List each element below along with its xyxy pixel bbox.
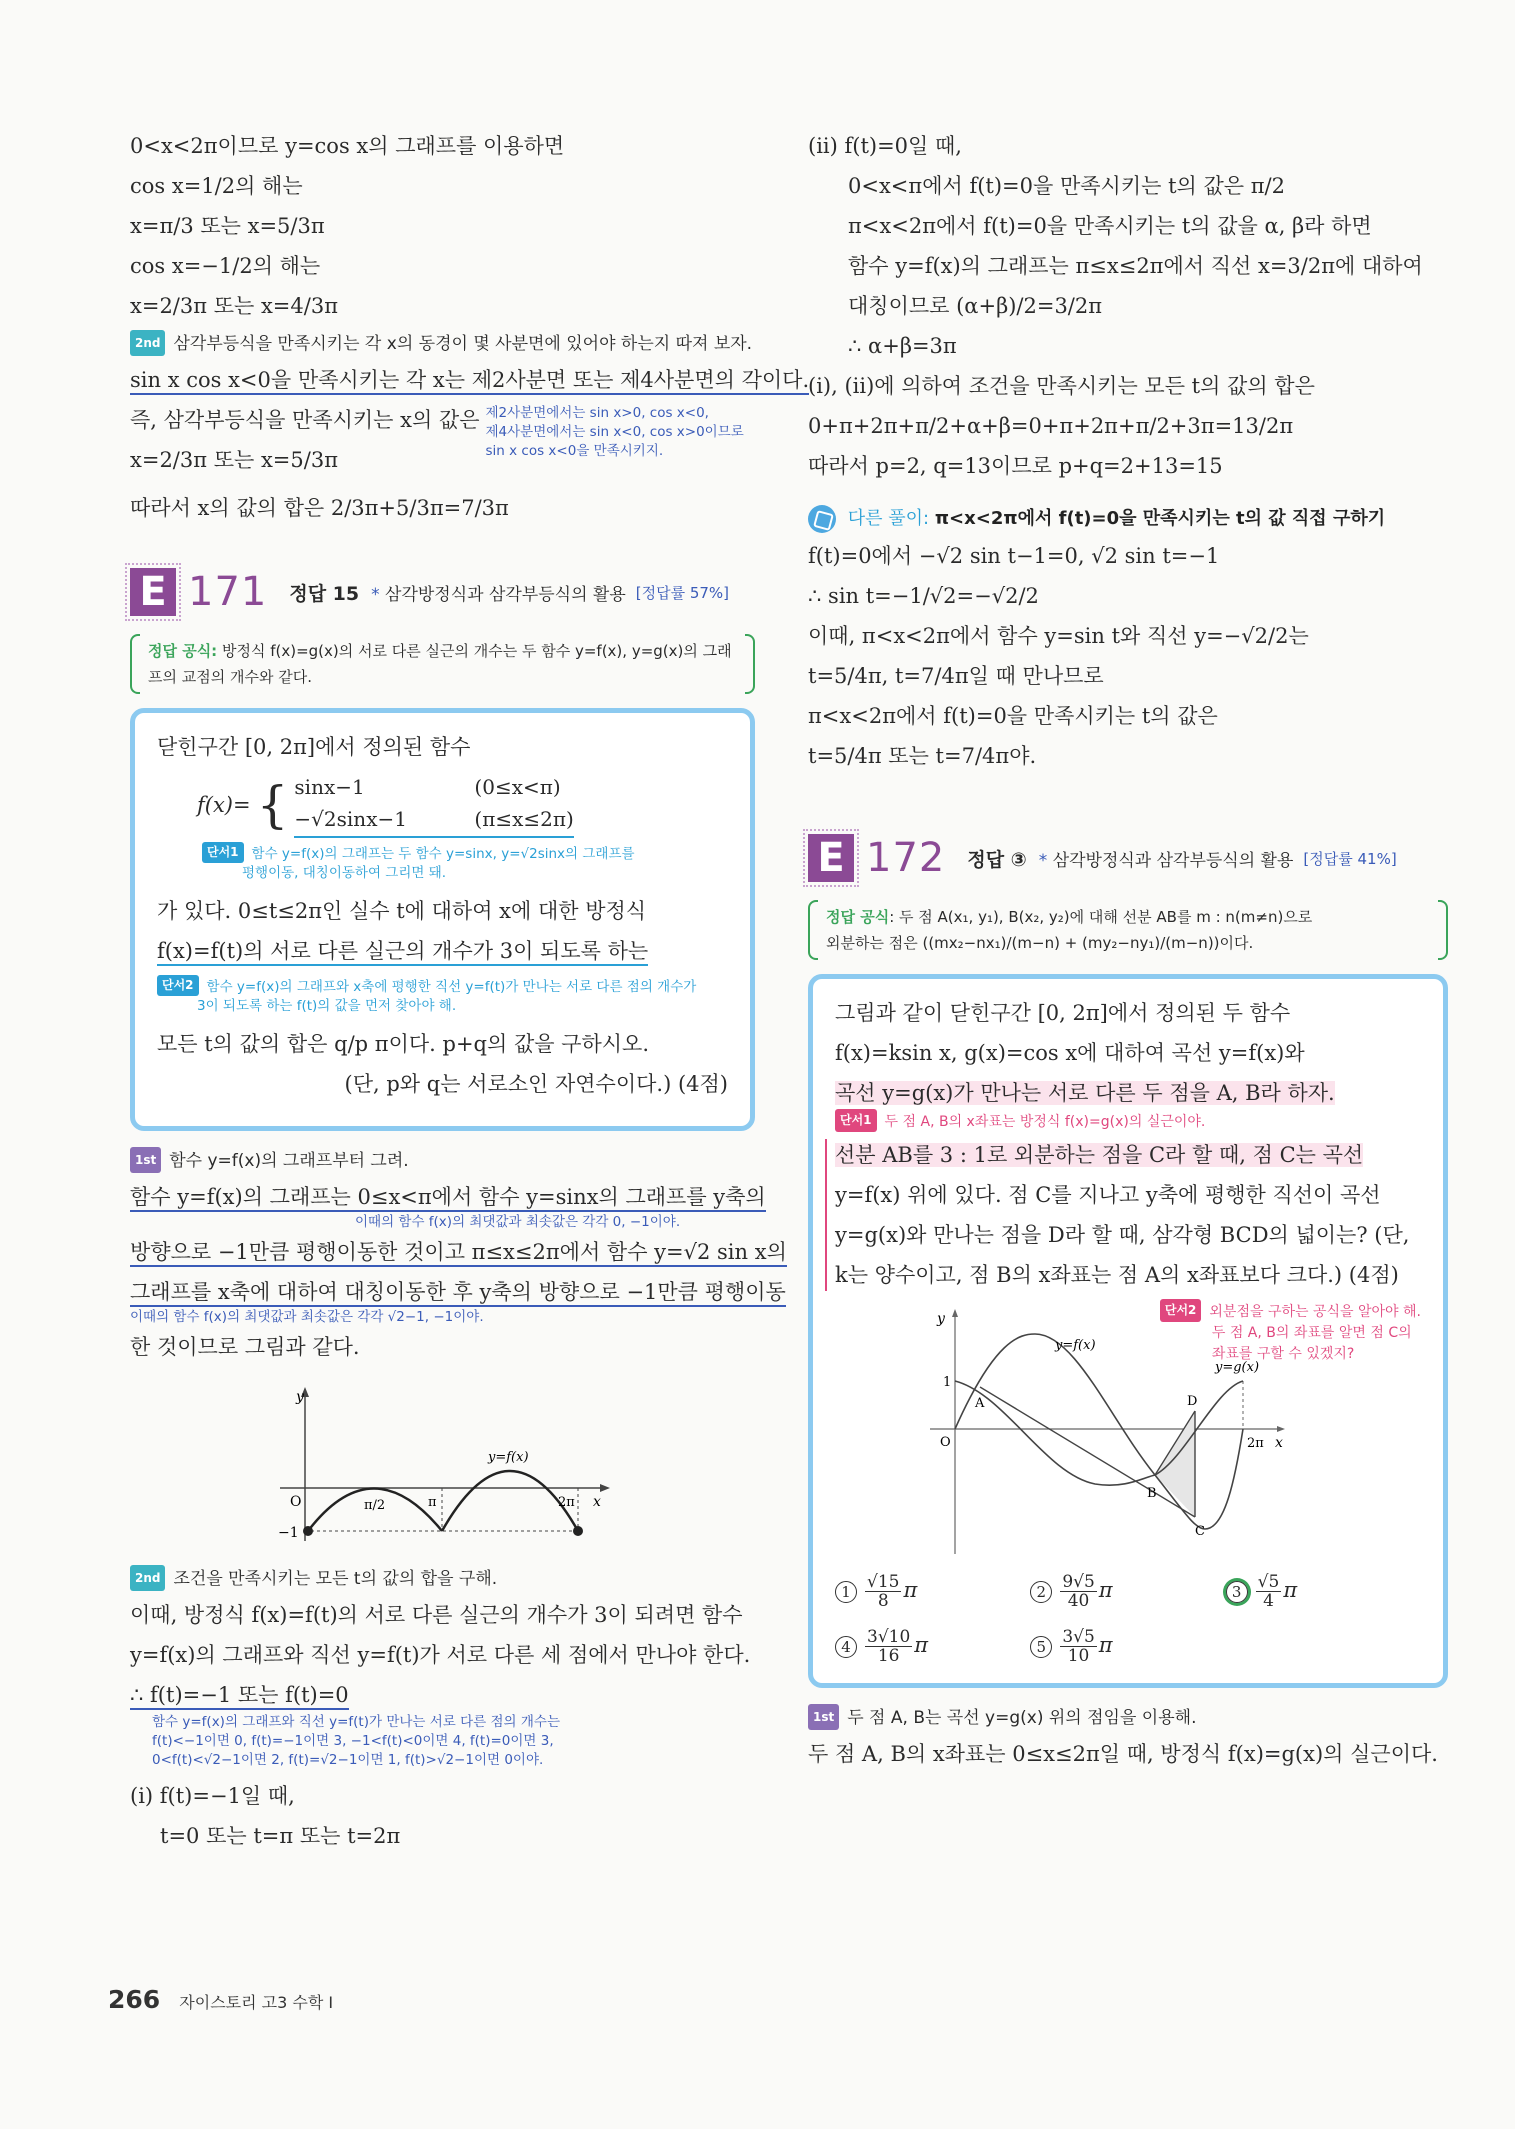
choice-number: 2 bbox=[1030, 1581, 1052, 1603]
solution-line: 따라서 p=2, q=13이므로 p+q=2+13=15 bbox=[808, 454, 1223, 478]
hint-text: 평행이동, 대칭이동하여 그리면 돼. bbox=[242, 865, 447, 881]
page-footer bbox=[108, 1985, 333, 2014]
left-column bbox=[130, 130, 810, 1860]
problem-line bbox=[835, 1139, 1421, 1171]
hint-tag: 단서2 bbox=[1160, 1299, 1202, 1322]
solution-line: 한 것이므로 그림과 같다. bbox=[130, 1335, 360, 1359]
pi-symbol: π bbox=[1098, 1578, 1113, 1602]
note-line: 함수 y=f(x)의 그래프와 직선 y=f(t)가 만나는 서로 다른 점의 개수는 bbox=[152, 1714, 560, 1730]
solution-line: f(t)=0에서 −√2 sin t−1=0, √2 sin t=−1 bbox=[808, 544, 1220, 568]
pi-symbol: π bbox=[914, 1633, 929, 1657]
piecewise-function bbox=[157, 771, 728, 838]
alt-label: 다른 풀이: bbox=[847, 508, 930, 529]
formula-text: 외분하는 점은 ((mx₂−nx₁)/(m−n) + (my₂−ny₁)/(m−n))이다. bbox=[826, 934, 1254, 952]
denominator: 4 bbox=[1263, 1591, 1274, 1611]
solution-line: 대칭이므로 (α+β)/2=3/2π bbox=[848, 294, 1103, 318]
denominator: 16 bbox=[877, 1646, 900, 1666]
step-tag: 1st bbox=[130, 1147, 161, 1173]
solution-line: 즉, 삼각부등식을 만족시키는 x의 값은 bbox=[130, 408, 480, 432]
curve-label: y=f(x) bbox=[488, 1450, 529, 1465]
problem-line: y=f(x) 위에 있다. 점 C를 지나고 y축에 평행한 직선이 곡선 bbox=[835, 1183, 1381, 1207]
step-text: 조건을 만족시키는 모든 t의 값의 합을 구해. bbox=[173, 1569, 498, 1589]
choice-number: 3 bbox=[1226, 1581, 1248, 1603]
hint-text: 두 점 A, B의 좌표를 알면 점 C의 bbox=[1211, 1325, 1412, 1341]
problem-condition: (단, p와 q는 서로소인 자연수이다.) (4점) bbox=[344, 1072, 728, 1096]
problem-line: k는 양수이고, 점 B의 x좌표는 점 A의 x좌표보다 크다.) (4점) bbox=[835, 1263, 1399, 1287]
problem-line: y=g(x)와 만나는 점을 D라 할 때, 삼각형 BCD의 넓이는? (단, bbox=[835, 1223, 1410, 1247]
hint-1 bbox=[835, 1109, 1421, 1133]
solution-line: 따라서 x의 값의 합은 2/3π+5/3π=7/3π bbox=[130, 496, 509, 520]
side-note: 이때의 함수 f(x)의 최댓값과 최솟값은 각각 √2−1, −1이야. bbox=[130, 1309, 484, 1325]
choice-number: 5 bbox=[1030, 1636, 1052, 1658]
solution-line bbox=[130, 1679, 755, 1711]
topic-text: 삼각방정식과 삼각부등식의 활용 bbox=[1052, 850, 1294, 871]
case-cond: (π≤x≤2π) bbox=[474, 807, 574, 831]
step-text: 삼각부등식을 만족시키는 각 x의 동경이 몇 사분면에 있어야 하는지 따져 보자. bbox=[173, 334, 753, 354]
x-axis-label: x bbox=[593, 1494, 601, 1510]
tick-label: −1 bbox=[278, 1525, 299, 1541]
solution-line: 이때, π<x<2π에서 함수 y=sin t와 직선 y=−√2/2는 bbox=[808, 624, 1309, 648]
underlined-text: 방향으로 −1만큼 평행이동한 것이고 π≤x≤2π에서 함수 y=√2 sin x의 bbox=[130, 1240, 787, 1267]
numerator: √5 bbox=[1257, 1572, 1280, 1592]
page-number: 266 bbox=[108, 1985, 161, 2014]
book-title: 자이스토리 고3 수학 I bbox=[179, 1993, 334, 2012]
y-axis-label: y bbox=[296, 1389, 304, 1405]
problem-line bbox=[157, 935, 728, 967]
solution-line: x=2/3π 또는 x=4/3π bbox=[130, 294, 338, 318]
highlighted-text: 선분 AB를 3 : 1로 외분하는 점을 C라 할 때, 점 C는 곡선 bbox=[835, 1143, 1364, 1167]
choice-1[interactable] bbox=[835, 1573, 1030, 1610]
step-1st bbox=[808, 1704, 1448, 1730]
topic: * 삼각방정식과 삼각부등식의 활용 bbox=[1038, 850, 1294, 871]
solution-line: x=π/3 또는 x=5/3π bbox=[130, 214, 325, 238]
tick-label: π/2 bbox=[364, 1498, 386, 1513]
denominator: 10 bbox=[1067, 1646, 1090, 1666]
solution-line bbox=[130, 1276, 786, 1308]
hint-tag: 단서2 bbox=[157, 975, 199, 996]
alt-title: π<x<2π에서 f(t)=0을 만족시키는 t의 값 직접 구하기 bbox=[934, 508, 1386, 529]
origin-label: O bbox=[940, 1435, 951, 1450]
choice-number: 1 bbox=[835, 1581, 857, 1603]
solution-line: 0<x<π에서 f(t)=0을 만족시키는 t의 값은 π/2 bbox=[848, 174, 1285, 198]
problem-number: 171 bbox=[188, 569, 268, 615]
choice-5[interactable] bbox=[1030, 1628, 1225, 1665]
hint-2-bracket bbox=[825, 1139, 1421, 1291]
origin-label: O bbox=[290, 1494, 302, 1510]
note-line: 제4사분면에서는 sin x<0, cos x>0이므로 bbox=[485, 424, 744, 440]
hint-1 bbox=[157, 842, 728, 883]
problem-line: 그림과 같이 닫힌구간 [0, 2π]에서 정의된 두 함수 bbox=[835, 1001, 1291, 1025]
graph-area bbox=[835, 1299, 1421, 1559]
solution-line: (i), (ii)에 의하여 조건을 만족시키는 모든 t의 값의 합은 bbox=[808, 374, 1315, 398]
solution-line: (ii) f(t)=0일 때, bbox=[808, 134, 962, 158]
choice-4[interactable] bbox=[835, 1628, 1030, 1665]
hint-2 bbox=[157, 975, 728, 1016]
tick-label: 2π bbox=[1247, 1436, 1264, 1451]
tick-label: 1 bbox=[943, 1375, 952, 1390]
step-2nd bbox=[130, 1565, 755, 1591]
solution-line: π<x<2π에서 f(t)=0을 만족시키는 t의 값은 bbox=[808, 704, 1218, 728]
solution-line: t=0 또는 t=π 또는 t=2π bbox=[160, 1824, 401, 1848]
step-tag: 2nd bbox=[130, 330, 165, 356]
solution-line: t=5/4π 또는 t=7/4π야. bbox=[808, 744, 1037, 768]
hint-text: 함수 y=f(x)의 그래프는 두 함수 y=sinx, y=√2sinx의 그래프를 bbox=[251, 846, 635, 862]
answer: 정답 15 bbox=[289, 582, 360, 605]
tick-label: π bbox=[428, 1495, 437, 1510]
correct-rate: [정답률 41%] bbox=[1303, 849, 1397, 868]
correct-rate: [정답률 57%] bbox=[635, 583, 730, 602]
point-label: A bbox=[975, 1396, 985, 1411]
denominator: 40 bbox=[1067, 1591, 1090, 1611]
solution-line: π<x<2π에서 f(t)=0을 만족시키는 t의 값을 α, β라 하면 bbox=[848, 214, 1372, 238]
side-note bbox=[130, 1713, 755, 1770]
solution-line: (i) f(t)=−1일 때, bbox=[130, 1784, 295, 1808]
level-badge: E bbox=[130, 568, 176, 616]
step-2nd bbox=[130, 330, 755, 356]
pi-symbol: π bbox=[1283, 1578, 1298, 1602]
point-label: B bbox=[1147, 1486, 1157, 1501]
solution-line: ∴ α+β=3π bbox=[848, 334, 957, 358]
formula-label: 정답 공식: bbox=[148, 642, 218, 660]
side-note bbox=[486, 404, 744, 484]
tick-label: 2π bbox=[558, 1495, 575, 1510]
function-name: f(x)= bbox=[197, 792, 251, 817]
denominator: 8 bbox=[877, 1591, 889, 1611]
satisfy-block bbox=[130, 404, 755, 484]
choice-2[interactable] bbox=[1030, 1573, 1225, 1610]
underlined-text: 함수 y=f(x)의 그래프는 0≤x<π에서 함수 y=sinx의 그래프를 y축의 bbox=[130, 1185, 766, 1212]
numerator: 3√10 bbox=[867, 1627, 911, 1647]
answer-formula bbox=[130, 634, 755, 694]
case-expr: −√2sinx−1 bbox=[294, 807, 407, 831]
curve-label: y=g(x) bbox=[1215, 1360, 1260, 1375]
answer-choices bbox=[835, 1573, 1421, 1665]
note-line: f(t)<−1이면 0, f(t)=−1이면 3, −1<f(t)<0이면 4, f(t)=0이면 3, bbox=[152, 1733, 554, 1749]
hint-text: 좌표를 구할 수 있겠지? bbox=[1211, 1346, 1355, 1362]
function-graph bbox=[260, 1371, 620, 1551]
choice-3-selected[interactable] bbox=[1226, 1573, 1421, 1610]
hint-text: 함수 y=f(x)의 그래프와 x축에 평행한 직선 y=f(t)가 만나는 서로 다른 점의 개수가 bbox=[206, 979, 697, 995]
problem-box-172 bbox=[808, 974, 1448, 1688]
solution-line: 두 점 A, B의 x좌표는 0≤x≤2π일 때, 방정식 f(x)=g(x)의 실근이다. bbox=[808, 1742, 1438, 1766]
curve-label: y=f(x) bbox=[1055, 1338, 1096, 1353]
hint-tag: 단서1 bbox=[835, 1109, 877, 1132]
highlighted-text: 곡선 y=g(x)가 만나는 서로 다른 두 점을 A, B라 하자. bbox=[835, 1081, 1335, 1105]
case-cond: (0≤x<π) bbox=[474, 775, 561, 799]
underlined-text: ∴ f(t)=−1 또는 f(t)=0 bbox=[130, 1683, 349, 1710]
numerator: 3√5 bbox=[1062, 1627, 1095, 1647]
solution-line: y=f(x)의 그래프와 직선 y=f(t)가 서로 다른 세 점에서 만나야 한다. bbox=[130, 1643, 751, 1667]
problem-box-171 bbox=[130, 708, 755, 1131]
solution-line bbox=[130, 1236, 787, 1268]
solution-line: 0<x<2π이므로 y=cos x의 그래프를 이용하면 bbox=[130, 134, 565, 158]
function-graph bbox=[925, 1299, 1325, 1559]
topic-text: 삼각방정식과 삼각부등식의 활용 bbox=[385, 584, 626, 605]
solution-line: ∴ sin t=−1/√2=−√2/2 bbox=[808, 584, 1039, 608]
solution-line bbox=[130, 1181, 766, 1213]
step-tag: 2nd bbox=[130, 1565, 165, 1591]
numerator: 9√5 bbox=[1062, 1572, 1095, 1592]
point-label: C bbox=[1195, 1524, 1205, 1539]
level-badge: E bbox=[808, 834, 854, 882]
pi-symbol: π bbox=[903, 1578, 918, 1602]
solution-line: x=2/3π 또는 x=5/3π bbox=[130, 448, 338, 472]
problem-header-171 bbox=[130, 560, 755, 624]
problem-number: 172 bbox=[866, 835, 946, 881]
hint-text: 두 점 A, B의 x좌표는 방정식 f(x)=g(x)의 실근이야. bbox=[884, 1114, 1206, 1130]
x-axis-label: x bbox=[1275, 1435, 1283, 1451]
solution-line: t=5/4π, t=7/4π일 때 만나므로 bbox=[808, 664, 1104, 688]
underlined-text: sin x cos x<0을 만족시키는 각 x는 제2사분면 또는 제4사분면의 각이다. bbox=[130, 368, 809, 395]
problem-line bbox=[835, 1077, 1421, 1109]
solution-line: 0+π+2π+π/2+α+β=0+π+2π+π/2+3π=13/2π bbox=[808, 414, 1294, 438]
note-line: sin x cos x<0을 만족시키지. bbox=[485, 443, 664, 459]
solution-line: 함수 y=f(x)의 그래프는 π≤x≤2π에서 직선 x=3/2π에 대하여 bbox=[848, 254, 1423, 278]
solution-line: cos x=−1/2의 해는 bbox=[130, 254, 321, 278]
note-line: 0<f(t)<√2−1이면 2, f(t)=√2−1이면 1, f(t)>√2−1이면 0이야. bbox=[152, 1752, 544, 1768]
side-note: 이때의 함수 f(x)의 최댓값과 최솟값은 각각 0, −1이야. bbox=[355, 1214, 681, 1230]
point-label: D bbox=[1187, 1394, 1198, 1409]
formula-text: 방정식 f(x)=g(x)의 서로 다른 실근의 개수는 두 함수 y=f(x), y=g(x)의 그래프의 교점의 개수와 같다. bbox=[148, 642, 732, 686]
underlined-text: 그래프를 x축에 대하여 대칭이동한 후 y축의 방향으로 −1만큼 평행이동 bbox=[130, 1280, 786, 1307]
step-text: 두 점 A, B는 곡선 y=g(x) 위의 점임을 이용해. bbox=[847, 1708, 1197, 1728]
alternative-solution-header bbox=[808, 504, 1448, 534]
answer: 정답 ③ bbox=[967, 848, 1027, 871]
answer-formula bbox=[808, 900, 1448, 960]
case-expr: sinx−1 bbox=[294, 775, 365, 799]
problem-line: f(x)=ksin x, g(x)=cos x에 대하여 곡선 y=f(x)와 bbox=[835, 1041, 1305, 1065]
solution-line: cos x=1/2의 해는 bbox=[130, 174, 303, 198]
underlined-text: f(x)=f(t)의 서로 다른 실근의 개수가 3이 되도록 하는 bbox=[157, 939, 648, 966]
problem-header-172 bbox=[808, 826, 1448, 890]
quadrant-line bbox=[130, 364, 810, 396]
problem-line: 닫힌구간 [0, 2π]에서 정의된 함수 bbox=[157, 735, 471, 759]
brace: { bbox=[256, 775, 289, 834]
solution-line: 이때, 방정식 f(x)=f(t)의 서로 다른 실근의 개수가 3이 되려면 함수 bbox=[130, 1603, 743, 1627]
problem-line: 가 있다. 0≤t≤2π인 실수 t에 대하여 x에 대한 방정식 bbox=[157, 899, 647, 923]
step-1st bbox=[130, 1147, 755, 1173]
pi-symbol: π bbox=[1098, 1633, 1113, 1657]
y-axis-label: y bbox=[937, 1311, 945, 1327]
step-text: 함수 y=f(x)의 그래프부터 그려. bbox=[169, 1151, 409, 1171]
step-tag: 1st bbox=[808, 1704, 839, 1730]
formula-label: 정답 공식 bbox=[826, 908, 890, 926]
choice-number: 4 bbox=[835, 1636, 857, 1658]
hint-text: 3이 되도록 하는 f(t)의 값을 먼저 찾아야 해. bbox=[197, 998, 457, 1014]
hint-text: 외분점을 구하는 공식을 알아야 해. bbox=[1209, 1304, 1421, 1320]
right-column bbox=[808, 130, 1448, 1778]
note-line: 제2사분면에서는 sin x>0, cos x<0, bbox=[485, 405, 709, 421]
dice-icon bbox=[808, 505, 836, 533]
cases bbox=[294, 771, 573, 838]
formula-text: : 두 점 A(x₁, y₁), B(x₂, y₂)에 대해 선분 AB를 m : n(m≠n)으로 bbox=[889, 908, 1313, 926]
numerator: √15 bbox=[867, 1572, 900, 1592]
topic: * 삼각방정식과 삼각부등식의 활용 bbox=[371, 584, 626, 605]
hint-tag: 단서1 bbox=[202, 842, 244, 863]
problem-line: 모든 t의 값의 합은 q/p π이다. p+q의 값을 구하시오. bbox=[157, 1032, 650, 1056]
